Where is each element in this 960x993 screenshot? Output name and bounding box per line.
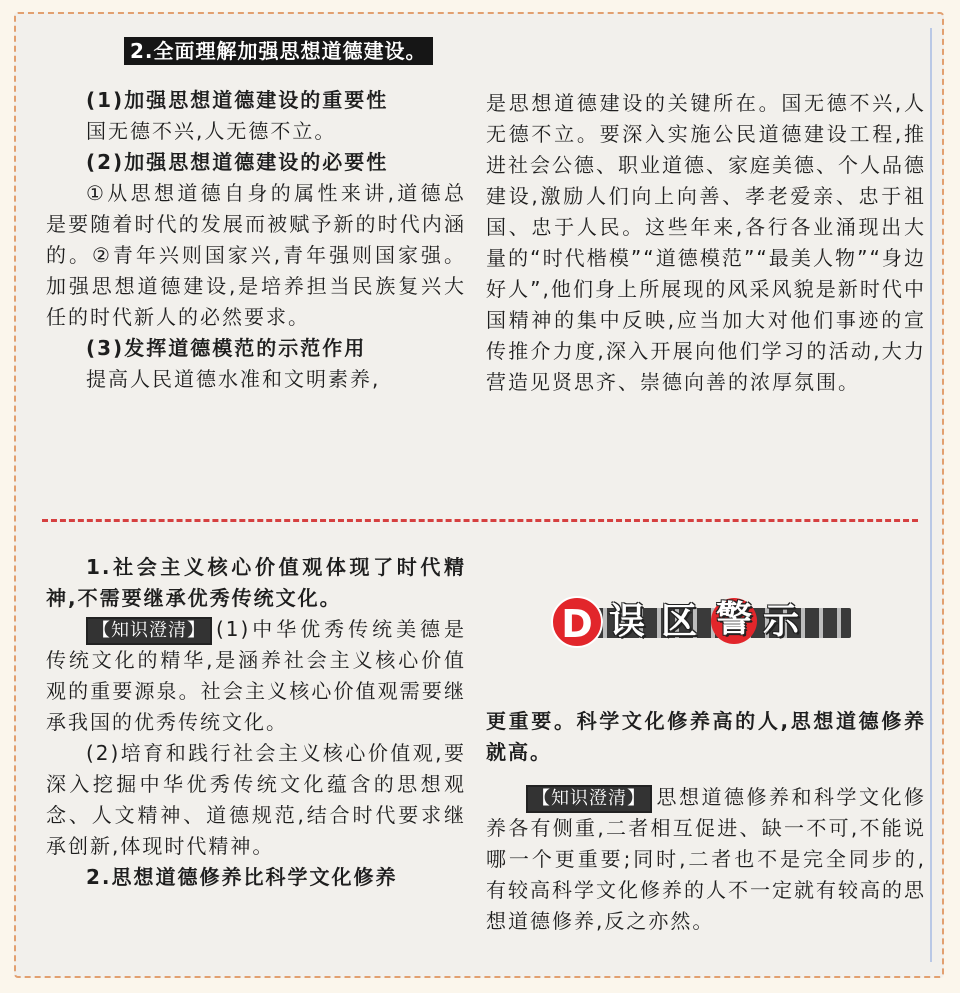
banner-char: 误 [609,601,646,642]
top-right-column [486,88,926,398]
misconception-2-start: 2.思想道德修养比科学文化修养 [86,865,398,889]
paragraph: 提高人民道德水准和文明素养, [86,367,381,391]
banner-letter-badge: D [551,596,603,648]
bottom-left-column [46,552,466,893]
banner-char-highlight: 警 [711,598,757,644]
margin-rule [930,28,932,962]
clarification-text: (1)中华优秀传统美德是传统文化的精华,是涵养社会主义核心价值观的重要源泉。社会主义核心价值观需要继承我国的优秀传统文化。 [46,617,466,734]
bottom-right-column [486,706,926,937]
clarification-text: 思想道德修养和科学文化修养各有侧重,二者相互促进、缺一不可,不能说哪一个更重要;同时,二者也不是完全同步的,有较高科学文化修养的人不一定就有较高的思想道德修养,反之亦然。 [486,785,926,933]
paragraph: 是思想道德建设的关键所在。国无德不兴,人无德不立。要深入实施公民道德建设工程,推进社会公德、职业道德、家庭美德、个人品德建设,激励人们向上向善、孝老爱亲、忠于祖国、忠于人民。这些年来,各行各业涌现出大量的“时代楷模”“道德模范”“最美人物”“身边好人”,他们身上所展现的风采风貌是新时代中国精神的集中反映,应当加大对他们事迹的宣传推介力度,深入开展向他们学习的活动,大力营造见贤思齐、崇德向善的浓厚氛围。 [486,91,926,394]
paragraph: (2)培育和践行社会主义核心价值观,要深入挖掘中华优秀传统文化蕴含的思想观念、人文精神、道德规范,结合时代要求继承创新,体现时代精神。 [46,741,466,858]
heading-importance: (1)加强思想道德建设的重要性 [86,88,389,112]
knowledge-clarify-tag: 【知识澄清】 [526,785,652,813]
paragraph: 国无德不兴,人无德不立。 [86,119,337,143]
heading-role-models: (3)发挥道德模范的示范作用 [86,336,367,360]
clarification-1 [46,614,466,738]
top-left-column [46,36,466,395]
section-divider [42,519,918,522]
misconception-1: 1.社会主义核心价值观体现了时代精神,不需要继承优秀传统文化。 [46,555,466,610]
page-frame [14,12,944,978]
knowledge-clarify-tag: 【知识澄清】 [86,617,212,645]
heading-necessity: (2)加强思想道德建设的必要性 [86,150,389,174]
banner-char: 示 [763,601,800,642]
banner-char: 区 [661,601,698,642]
clarification-2 [486,782,926,937]
mistake-warning-banner [551,594,851,650]
section-title: 2.全面理解加强思想道德建设。 [124,37,433,65]
misconception-2-end: 更重要。科学文化修养高的人,思想道德修养就高。 [486,709,926,764]
paragraph: ①从思想道德自身的属性来讲,道德总是要随着时代的发展而被赋予新的时代内涵的。②青年兴则国家兴,青年强则国家强。加强思想道德建设,是培养担当民族复兴大任的时代新人的必然要求。 [46,181,466,329]
